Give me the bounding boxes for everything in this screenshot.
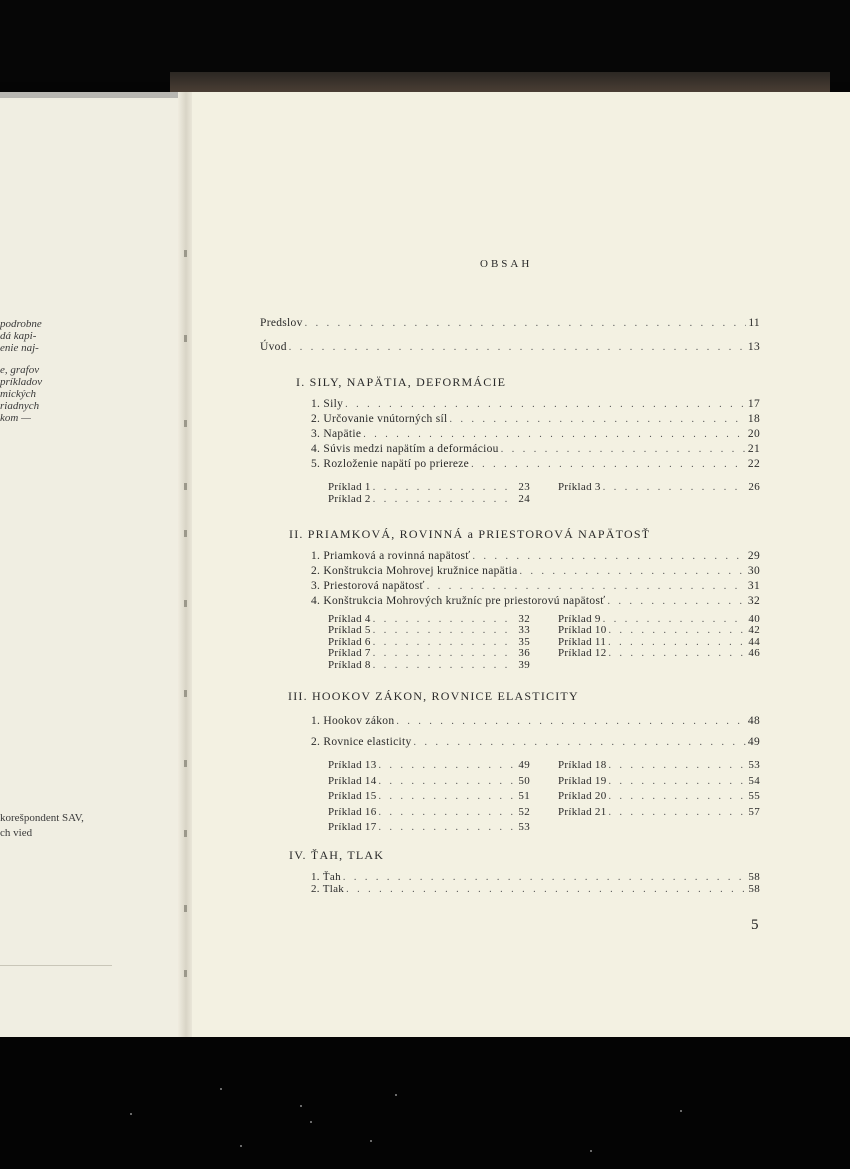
scan-dust — [310, 1121, 312, 1123]
toc-example-entry-label: Príklad 15 — [328, 790, 377, 802]
leader-dots — [603, 614, 746, 625]
chapter-heading: II. PRIAMKOVÁ, ROVINNÁ a PRIESTOROVÁ NAPÄTOSŤ — [289, 527, 651, 541]
binding-stitch — [184, 335, 187, 342]
page-number: 5 — [751, 917, 759, 933]
toc-entry — [311, 458, 760, 470]
binding-stitch — [184, 830, 187, 837]
binding-stitch — [184, 420, 187, 427]
leader-dots — [609, 776, 746, 787]
binding-stitch — [184, 600, 187, 607]
toc-example-entry-page: 53 — [518, 821, 530, 833]
leader-dots — [609, 625, 746, 636]
binding-stitch — [184, 690, 187, 697]
toc-example-entry-label: Príklad 8 — [328, 658, 371, 671]
leader-dots — [450, 414, 746, 425]
left-page-text-line: korešpondent SAV, — [0, 812, 84, 824]
toc-entry-uvod-label: Úvod — [260, 341, 287, 353]
left-page-rule — [0, 965, 112, 966]
leader-dots — [609, 760, 746, 771]
toc-example-entry — [328, 790, 530, 802]
toc-entry — [311, 580, 760, 592]
leader-dots — [427, 581, 746, 592]
leader-dots — [609, 807, 746, 818]
toc-entry-label: 3. Priestorová napätosť — [311, 580, 425, 592]
toc-example-entry-page: 26 — [748, 481, 760, 493]
leader-dots — [373, 482, 516, 493]
leader-dots — [609, 791, 746, 802]
toc-entry-page: 22 — [747, 458, 760, 470]
toc-entry-label: 4. Konštrukcia Mohrových kružníc pre priestorovú napätosť — [311, 595, 606, 607]
toc-entry-label: 1. Hookov zákon — [311, 715, 395, 727]
toc-example-entry-page: 53 — [748, 759, 760, 771]
toc-example-entry — [558, 759, 760, 771]
toc-entry — [311, 428, 760, 440]
binding-stitch — [184, 250, 187, 257]
scan-background-bottom — [0, 1037, 850, 1169]
leader-dots — [609, 648, 746, 659]
toc-entry — [311, 443, 760, 455]
toc-entry — [311, 595, 760, 607]
toc-example-entry — [558, 775, 760, 787]
toc-example-entry-page: 39 — [518, 658, 530, 671]
left-page-text-line: enie naj- — [0, 342, 39, 354]
toc-example-entry-page: 33 — [518, 624, 530, 637]
scan-dust — [130, 1113, 132, 1115]
toc-entry-uvod — [260, 341, 760, 353]
toc-entry-label: 2. Tlak — [311, 883, 345, 895]
toc-entry-label: 5. Rozloženie napätí po priereze — [311, 458, 470, 470]
toc-entry-page: 58 — [748, 883, 760, 895]
binding-stitch — [184, 530, 187, 537]
leader-dots — [373, 625, 516, 636]
leader-dots — [346, 884, 746, 895]
binding-stitch — [184, 483, 187, 490]
leader-dots — [289, 342, 746, 353]
toc-entry — [311, 398, 760, 410]
chapter-heading: III. HOOKOV ZÁKON, ROVNICE ELASTICITY — [288, 689, 579, 703]
leader-dots — [343, 872, 746, 883]
toc-example-entry — [558, 790, 760, 802]
left-page — [0, 92, 186, 1037]
toc-entry-page: 48 — [747, 715, 760, 727]
toc-example-entry — [328, 659, 530, 671]
toc-entry-label: 2. Rovnice elasticity — [311, 736, 412, 748]
binding-stitch — [184, 760, 187, 767]
scan-dust — [300, 1105, 302, 1107]
toc-example-entry-label: Príklad 9 — [558, 613, 601, 625]
toc-example-entry-label: Príklad 19 — [558, 774, 607, 787]
toc-example-entry — [328, 636, 530, 648]
toc-example-entry-label: Príklad 2 — [328, 493, 371, 505]
toc-entry-page: 58 — [748, 871, 760, 883]
toc-example-entry-page: 50 — [518, 774, 530, 787]
toc-example-entry-label: Príklad 1 — [328, 481, 371, 493]
scan-dust — [590, 1150, 592, 1152]
toc-example-entry-label: Príklad 18 — [558, 759, 607, 771]
toc-entry-predslov-page: 11 — [748, 317, 760, 329]
left-page-text-line: kom — — [0, 412, 31, 424]
toc-entry-label: 1. Sily — [311, 398, 344, 410]
leader-dots — [608, 637, 746, 648]
toc-example-entry-label: Príklad 3 — [558, 481, 601, 493]
scan-dust — [680, 1110, 682, 1112]
left-page-top-band — [0, 92, 186, 98]
toc-example-entry-page: 40 — [748, 613, 760, 625]
toc-title: OBSAH — [480, 258, 533, 270]
toc-entry — [311, 565, 760, 577]
leader-dots — [473, 551, 746, 562]
toc-entry — [311, 736, 760, 748]
toc-example-entry — [328, 613, 530, 625]
toc-example-entry-page: 44 — [748, 635, 760, 648]
toc-example-entry-label: Príklad 12 — [558, 647, 607, 660]
leader-dots — [373, 660, 516, 671]
toc-example-entry — [328, 493, 530, 505]
leader-dots — [379, 791, 516, 802]
chapter-heading: IV. ŤAH, TLAK — [289, 848, 385, 862]
toc-example-entry — [558, 636, 760, 648]
scan-background-top — [0, 0, 850, 82]
leader-dots — [363, 429, 746, 440]
toc-example-entry-label: Príklad 13 — [328, 759, 377, 771]
leader-dots — [379, 807, 516, 818]
toc-example-entry-page: 35 — [518, 635, 530, 648]
toc-entry-predslov-label: Predslov — [260, 317, 303, 329]
toc-entry-page: 32 — [747, 595, 760, 607]
toc-example-entry — [558, 647, 760, 659]
toc-example-entry-label: Príklad 11 — [558, 635, 607, 648]
toc-example-entry-page: 49 — [518, 759, 530, 771]
leader-dots — [373, 614, 516, 625]
toc-example-entry-page: 32 — [518, 613, 530, 625]
toc-entry-page: 30 — [747, 565, 760, 577]
toc-example-entry-page: 36 — [518, 647, 530, 660]
scan-dust — [220, 1088, 222, 1090]
toc-entry — [311, 413, 760, 425]
left-page-text-line: riadnych — [0, 400, 40, 412]
leader-dots — [471, 459, 746, 470]
leader-dots — [501, 444, 746, 455]
toc-example-entry-label: Príklad 7 — [328, 647, 371, 660]
toc-example-entry — [328, 821, 530, 833]
left-page-text-line: mických — [0, 388, 37, 400]
leader-dots — [607, 596, 745, 607]
toc-example-entry-page: 23 — [518, 481, 530, 493]
leader-dots — [373, 637, 516, 648]
toc-entry — [311, 883, 760, 895]
toc-entry-page: 21 — [747, 443, 760, 455]
toc-example-entry-page: 46 — [748, 647, 760, 660]
toc-entry-label: 2. Konštrukcia Mohrovej kružnice napätia — [311, 565, 518, 577]
toc-example-entry-page: 54 — [748, 774, 760, 787]
leader-dots — [379, 760, 516, 771]
leader-dots — [414, 737, 746, 748]
left-page-text-line: e, grafov — [0, 364, 40, 376]
toc-entry-label: 2. Určovanie vnútorných síl — [311, 413, 448, 425]
toc-example-entry-page: 52 — [518, 805, 530, 818]
toc-example-entry-page: 57 — [748, 805, 760, 818]
toc-entry-label: 1. Priamková a rovinná napätosť — [311, 550, 471, 562]
toc-example-entry — [558, 613, 760, 625]
toc-example-entry-page: 42 — [748, 624, 760, 637]
toc-example-entry — [328, 775, 530, 787]
toc-example-entry-page: 24 — [518, 493, 530, 505]
toc-example-entry-label: Príklad 10 — [558, 624, 607, 637]
leader-dots — [373, 494, 516, 505]
toc-entry-label: 3. Napätie — [311, 428, 362, 440]
chapter-heading: I. SILY, NAPÄTIA, DEFORMÁCIE — [296, 375, 507, 389]
binding-stitch — [184, 905, 187, 912]
toc-example-entry — [558, 624, 760, 636]
leader-dots — [379, 776, 516, 787]
toc-example-entry-label: Príklad 5 — [328, 624, 371, 637]
toc-example-entry — [328, 647, 530, 659]
leader-dots — [305, 318, 746, 329]
scan-dust — [370, 1140, 372, 1142]
toc-entry-page: 17 — [747, 398, 760, 410]
toc-example-entry-label: Príklad 17 — [328, 821, 377, 833]
toc-entry — [311, 871, 760, 883]
toc-entry-page: 49 — [747, 736, 760, 748]
left-page-text-line: príkladov — [0, 376, 43, 388]
toc-entry-page: 18 — [747, 413, 760, 425]
toc-entry — [311, 715, 760, 727]
toc-entry-predslov — [260, 317, 760, 329]
toc-entry — [311, 550, 760, 562]
left-page-text-line: podrobne — [0, 318, 42, 330]
toc-entry-page: 20 — [747, 428, 760, 440]
toc-example-entry — [328, 624, 530, 636]
toc-example-entry-label: Príklad 21 — [558, 805, 607, 818]
toc-example-entry-label: Príklad 16 — [328, 805, 377, 818]
toc-example-entry — [558, 481, 760, 493]
left-page-text-line: dá kapi- — [0, 330, 37, 342]
toc-example-entry — [328, 759, 530, 771]
leader-dots — [345, 399, 746, 410]
leader-dots — [379, 822, 516, 833]
toc-example-entry-label: Príklad 6 — [328, 635, 371, 648]
leader-dots — [603, 482, 746, 493]
toc-example-entry-label: Príklad 4 — [328, 613, 371, 625]
binding-stitch — [184, 970, 187, 977]
toc-example-entry-label: Príklad 20 — [558, 790, 607, 802]
scan-dust — [240, 1145, 242, 1147]
toc-example-entry — [328, 481, 530, 493]
scan-dust — [395, 1094, 397, 1096]
toc-example-entry — [328, 806, 530, 818]
toc-example-entry — [558, 806, 760, 818]
toc-example-entry-label: Príklad 14 — [328, 774, 377, 787]
toc-example-entry-page: 55 — [748, 790, 760, 802]
left-page-text-line: ch vied — [0, 827, 33, 839]
book-cover-edge — [170, 72, 830, 92]
toc-entry-label: 1. Ťah — [311, 871, 341, 883]
toc-entry-page: 29 — [747, 550, 760, 562]
toc-example-entry-page: 51 — [518, 790, 530, 802]
toc-entry-uvod-page: 13 — [747, 341, 760, 353]
leader-dots — [396, 716, 746, 727]
toc-entry-page: 31 — [747, 580, 760, 592]
toc-entry-label: 4. Súvis medzi napätím a deformáciou — [311, 443, 499, 455]
leader-dots — [519, 566, 745, 577]
leader-dots — [373, 648, 516, 659]
